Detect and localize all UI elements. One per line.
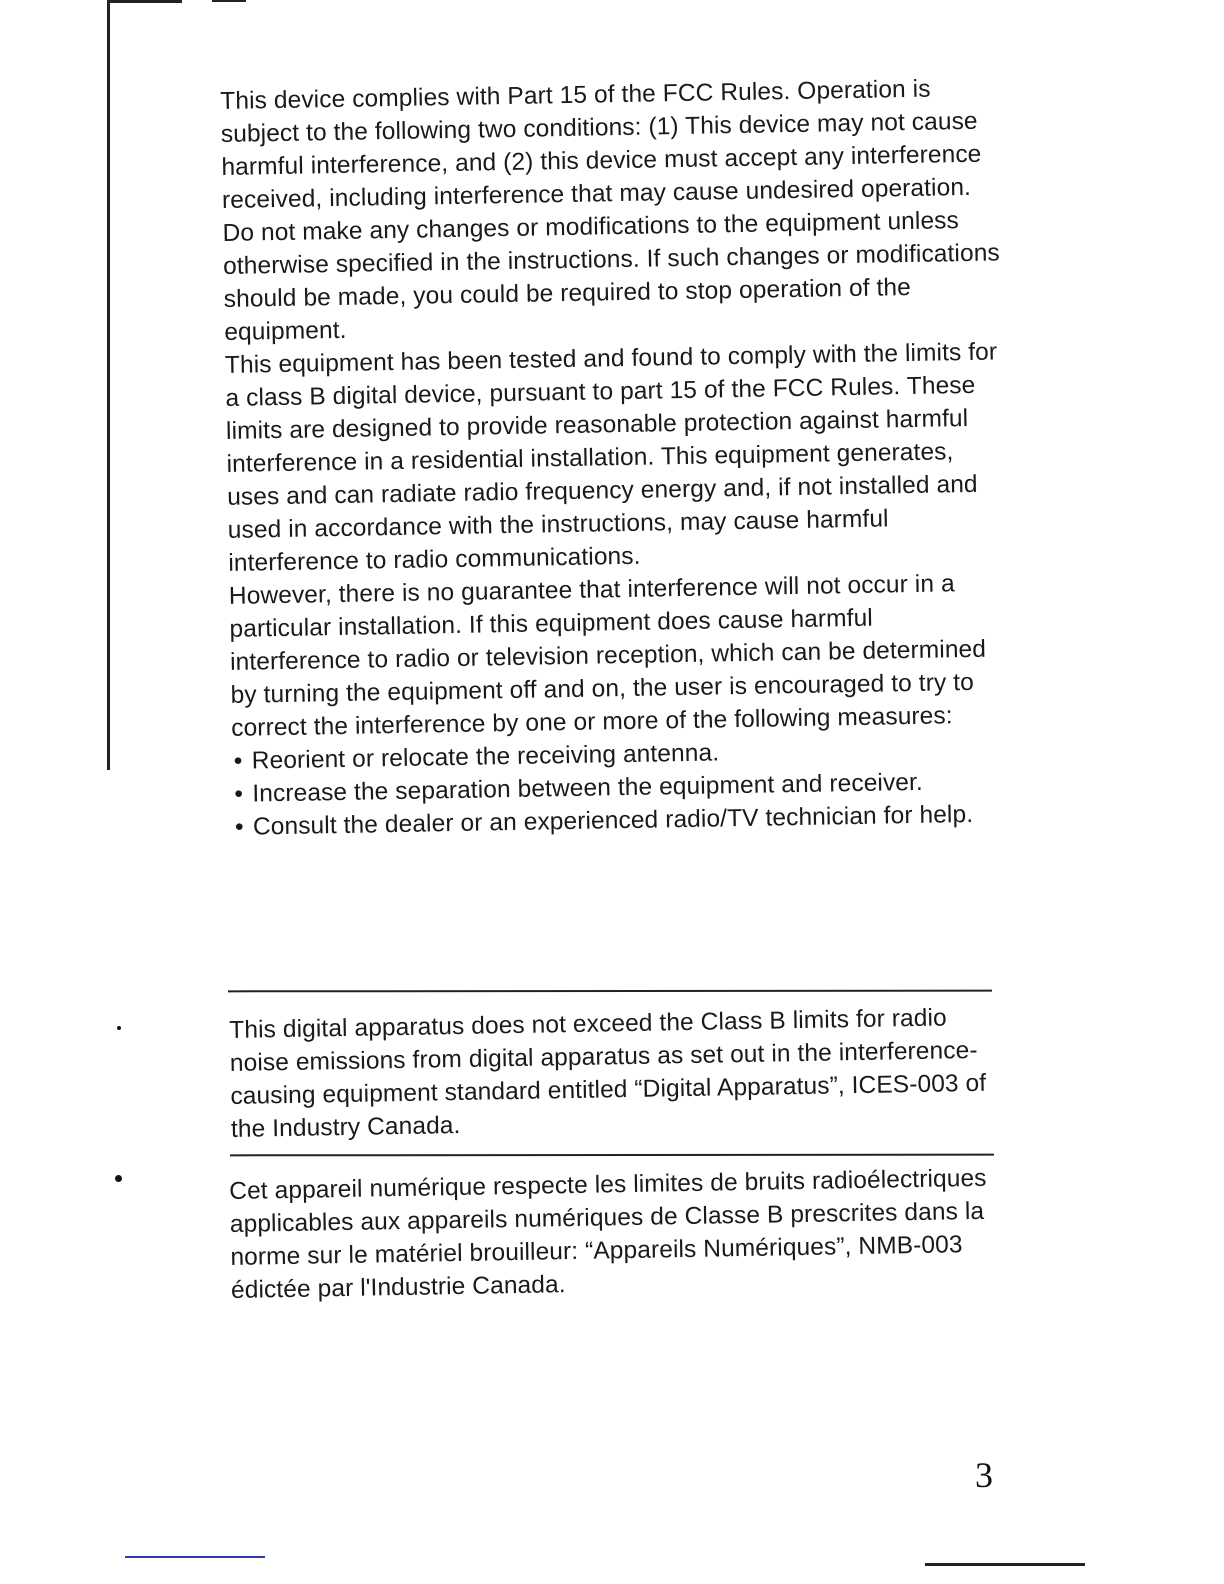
measures-list — [232, 731, 1014, 844]
fcc-paragraph-modifications: Do not make any changes or modifications to the equipment unless otherwise specified in the instructions. If such changes or modifications should be made, you could be required to stop operation of the equipment. — [222, 207, 1001, 346]
fcc-paragraph-class-b: This equipment has been tested and found to comply with the limits for a class B digital device, pursuant to part 15 of the FCC Rules. These limits are designed to provide reasonable protection against harmful interference in a residential installation. This equipment generates, uses and can radiate radio frequency energy and, if not installed and used in accordance with the instructions, may cause harmful interference to radio communications. — [224, 338, 998, 577]
scan-mark-bottom-left — [125, 1556, 265, 1558]
canada-notice-french-text: Cet appareil numérique respecte les limites de bruits radioélectriques applicables aux appareils numériques de Classe B prescrites dans la norme sur le matériel brouilleur: “Appareils Numériques”, NMB-003 édictée par l'Industrie Canada. — [229, 1164, 987, 1304]
canada-notice-english-text: This digital apparatus does not exceed the Class B limits for radio noise emissions from digital apparatus as set out in the interference-causing equipment standard entitled “Digital Apparatus”, ICES-003 of the Industry Canada. — [229, 1004, 987, 1143]
fcc-paragraph-conditions: This device complies with Part 15 of the FCC Rules. Operation is subject to the following two conditions: (1) This device may not cause harmful interference, and (2) this device must accept any interference received, including interference that may cause undesired operation. — [220, 75, 982, 214]
list-item: • Consult the dealer or an experienced radio/TV technician for help. — [233, 797, 1013, 844]
canada-notice-english — [229, 1000, 1011, 1146]
page-number: 3 — [975, 1455, 993, 1495]
scan-edge-left — [107, 0, 110, 770]
canada-notice-french — [229, 1161, 1011, 1307]
margin-dot — [115, 1175, 122, 1182]
list-item: • Increase the separation between the equipment and receiver. — [232, 764, 1012, 811]
divider — [230, 1154, 994, 1157]
scan-edge-top — [107, 0, 182, 3]
divider — [228, 990, 992, 993]
scan-edge-top-mark — [212, 0, 246, 2]
list-item: • Reorient or relocate the receiving antenna. — [232, 731, 1012, 778]
scan-mark-bottom-right — [925, 1563, 1085, 1566]
fcc-paragraph-measures-intro: However, there is no guarantee that interference will not occur in a particular installation. If this equipment does cause harmful interference to radio or television reception, which can be determined by turning the equipment off and on, the user is encouraged to try to correct the interference by one or more of the following measures: — [228, 570, 987, 742]
margin-dot — [117, 1026, 121, 1030]
fcc-notice — [220, 71, 1013, 843]
